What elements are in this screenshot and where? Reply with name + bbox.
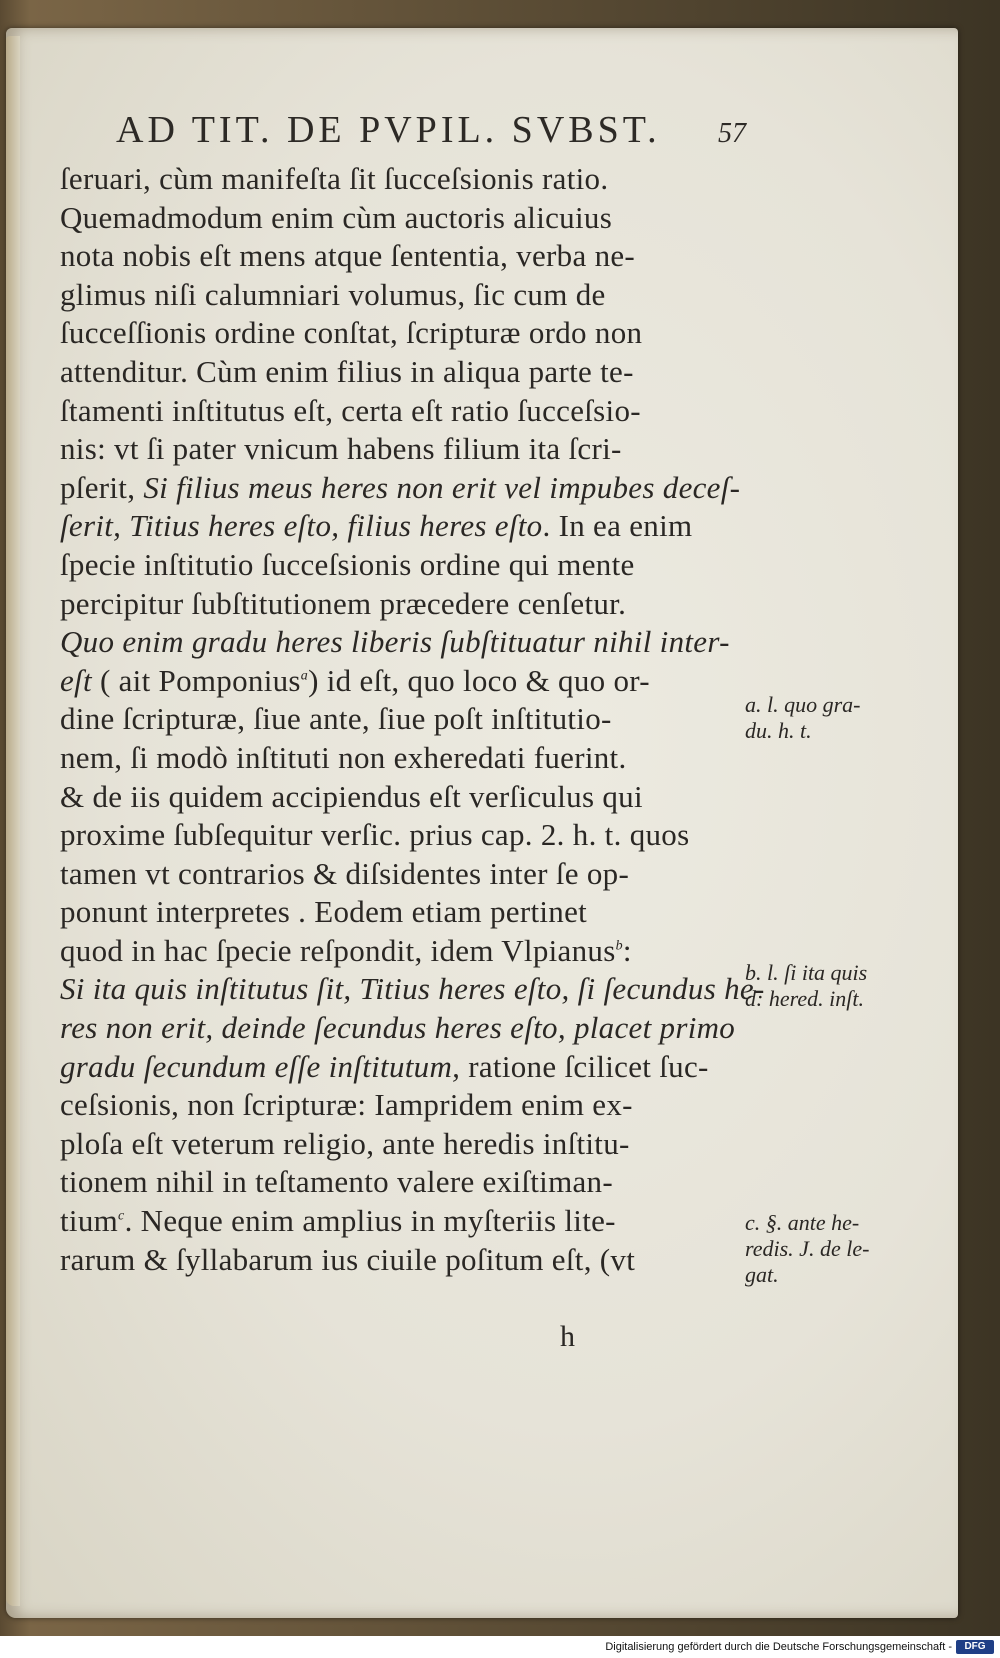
text-line: [60, 276, 750, 315]
text-line: [60, 392, 750, 431]
text-segment: ſtamenti inſtitutus eſt, certa eſt ratio ſucceſsio-: [60, 392, 641, 428]
text-segment: :: [622, 932, 632, 968]
text-segment: pſerit,: [60, 469, 144, 505]
text-line: [60, 855, 750, 894]
text-line: [60, 1163, 750, 1202]
text-line: [60, 816, 750, 855]
text-line: [60, 585, 750, 624]
text-segment: ponunt interpretes . Eodem etiam pertinet: [60, 894, 588, 930]
text-line: [60, 623, 750, 662]
text-segment: ſerit, Titius heres eſto, filius heres eſto: [60, 508, 543, 544]
text-line: [60, 778, 750, 817]
signature-mark: h: [560, 1320, 575, 1353]
text-segment: ( ait Pomponius: [91, 662, 301, 698]
text-segment: & de iis quidem accipiendus eſt verſiculus qui: [60, 778, 643, 814]
text-segment: proxime ſubſequitur verſic. prius cap. 2. h. t. quos: [60, 817, 690, 853]
text-segment: glimus niſi calumniari volumus, ſic cum de: [60, 276, 606, 312]
page-number: 57: [718, 118, 746, 149]
text-line: [60, 1202, 750, 1241]
text-segment: rarum & ſyllabarum ius ciuile poſitum eſt, (vt: [60, 1241, 636, 1277]
text-line: [60, 932, 750, 971]
body-text: [60, 160, 765, 1279]
text-line: [60, 970, 765, 1009]
text-segment: Quo enim gradu heres liberis ſubſtituatur nihil inter-: [60, 624, 730, 660]
margin-note-line: a. l. quo gra-: [745, 692, 861, 717]
text-segment: gradu ſecundum eſſe inſtitutum,: [60, 1048, 461, 1084]
margin-note-line: gat.: [745, 1262, 779, 1287]
footnote-marker: b: [615, 938, 623, 954]
text-segment: Si filius meus heres non erit vel impubes deceſ-: [143, 469, 741, 505]
text-segment: percipitur ſubſtitutionem præcedere cenſetur.: [60, 585, 627, 621]
margin-note-line: du. h. t.: [745, 718, 812, 743]
text-line: [60, 1048, 750, 1087]
text-segment: ) id eſt, quo loco & quo or-: [308, 662, 650, 698]
running-title: AD TIT. DE PVPIL. SVBST.: [116, 109, 661, 151]
text-segment: ſpecie inſtitutio ſucceſsionis ordine qui mente: [60, 546, 635, 582]
margin-note-line: c. §. ante he-: [745, 1210, 860, 1235]
text-line: [60, 160, 750, 199]
text-segment: . In ea enim: [542, 508, 693, 544]
text-line: [60, 739, 750, 778]
text-segment: nota nobis eſt mens atque ſententia, verba ne-: [60, 238, 636, 274]
text-segment: Si ita quis inſtitutus ſit, Titius heres eſto, ſi ſecundus he-: [60, 971, 765, 1007]
text-segment: tamen vt contrarios & diſsidentes inter ſe op-: [60, 855, 630, 891]
footer-credit: Digitalisierung gefördert durch die Deutsche Forschungsgemeinschaft -: [605, 1641, 952, 1653]
footnote-marker: c: [118, 1208, 125, 1224]
text-line: [60, 237, 750, 276]
text-segment: dine ſcripturæ, ſiue ante, ſiue poſt inſtitutio-: [60, 701, 612, 737]
text-line: [60, 893, 750, 932]
dfg-logo: DFG: [956, 1640, 994, 1654]
text-segment: ratione ſcilicet ſuc-: [460, 1048, 709, 1084]
text-segment: tium: [60, 1203, 119, 1239]
text-line: [60, 662, 750, 701]
text-line: [60, 353, 750, 392]
text-segment: attenditur. Cùm enim filius in aliqua parte te-: [60, 353, 634, 389]
text-line: [60, 1241, 750, 1280]
margin-note-b: [745, 960, 867, 1012]
text-segment: ceſsionis, non ſcripturæ: Iampridem enim ex-: [60, 1087, 633, 1123]
text-line: [60, 430, 750, 469]
text-segment: Quemadmodum enim cùm auctoris alicuius: [60, 199, 613, 235]
text-line: [60, 546, 750, 585]
text-line: [60, 507, 750, 546]
text-line: [60, 314, 750, 353]
text-line: [60, 1086, 750, 1125]
page-edge: [6, 36, 20, 1606]
text-line: [60, 1009, 750, 1048]
text-line: [60, 469, 750, 508]
text-segment: ſucceſſionis ordine conſtat, ſcripturæ ordo non: [60, 315, 643, 351]
text-line: [60, 1125, 750, 1164]
text-line: [60, 199, 750, 238]
text-segment: ploſa eſt veterum religio, ante heredis inſtitu-: [60, 1125, 630, 1161]
text-segment: quod in hac ſpecie reſpondit, idem Vlpianus: [60, 932, 616, 968]
text-segment: nem, ſi modò inſtituti non exheredati fuerint.: [60, 739, 627, 775]
margin-note-line: b. l. ſi ita quis: [745, 960, 868, 985]
text-segment: eſt: [60, 662, 92, 698]
text-segment: res non erit, deinde ſecundus heres eſto, placet primo: [60, 1010, 736, 1046]
footnote-marker: a: [300, 668, 309, 684]
margin-note-line: d: hered. inſt.: [745, 986, 864, 1011]
text-segment: tionem nihil in teſtamento valere exiſtiman-: [60, 1164, 613, 1200]
text-segment: nis: vt ſi pater vnicum habens filium ita ſcri-: [60, 431, 622, 467]
margin-note-a: [745, 692, 861, 744]
text-segment: ſeruari, cùm manifeſta ſit ſucceſsionis ratio.: [60, 161, 609, 196]
text-line: [60, 700, 750, 739]
margin-note-line: redis. J. de le-: [745, 1236, 870, 1261]
text-segment: . Neque enim amplius in myſteriis lite-: [124, 1203, 616, 1239]
margin-note-c: [745, 1210, 869, 1288]
